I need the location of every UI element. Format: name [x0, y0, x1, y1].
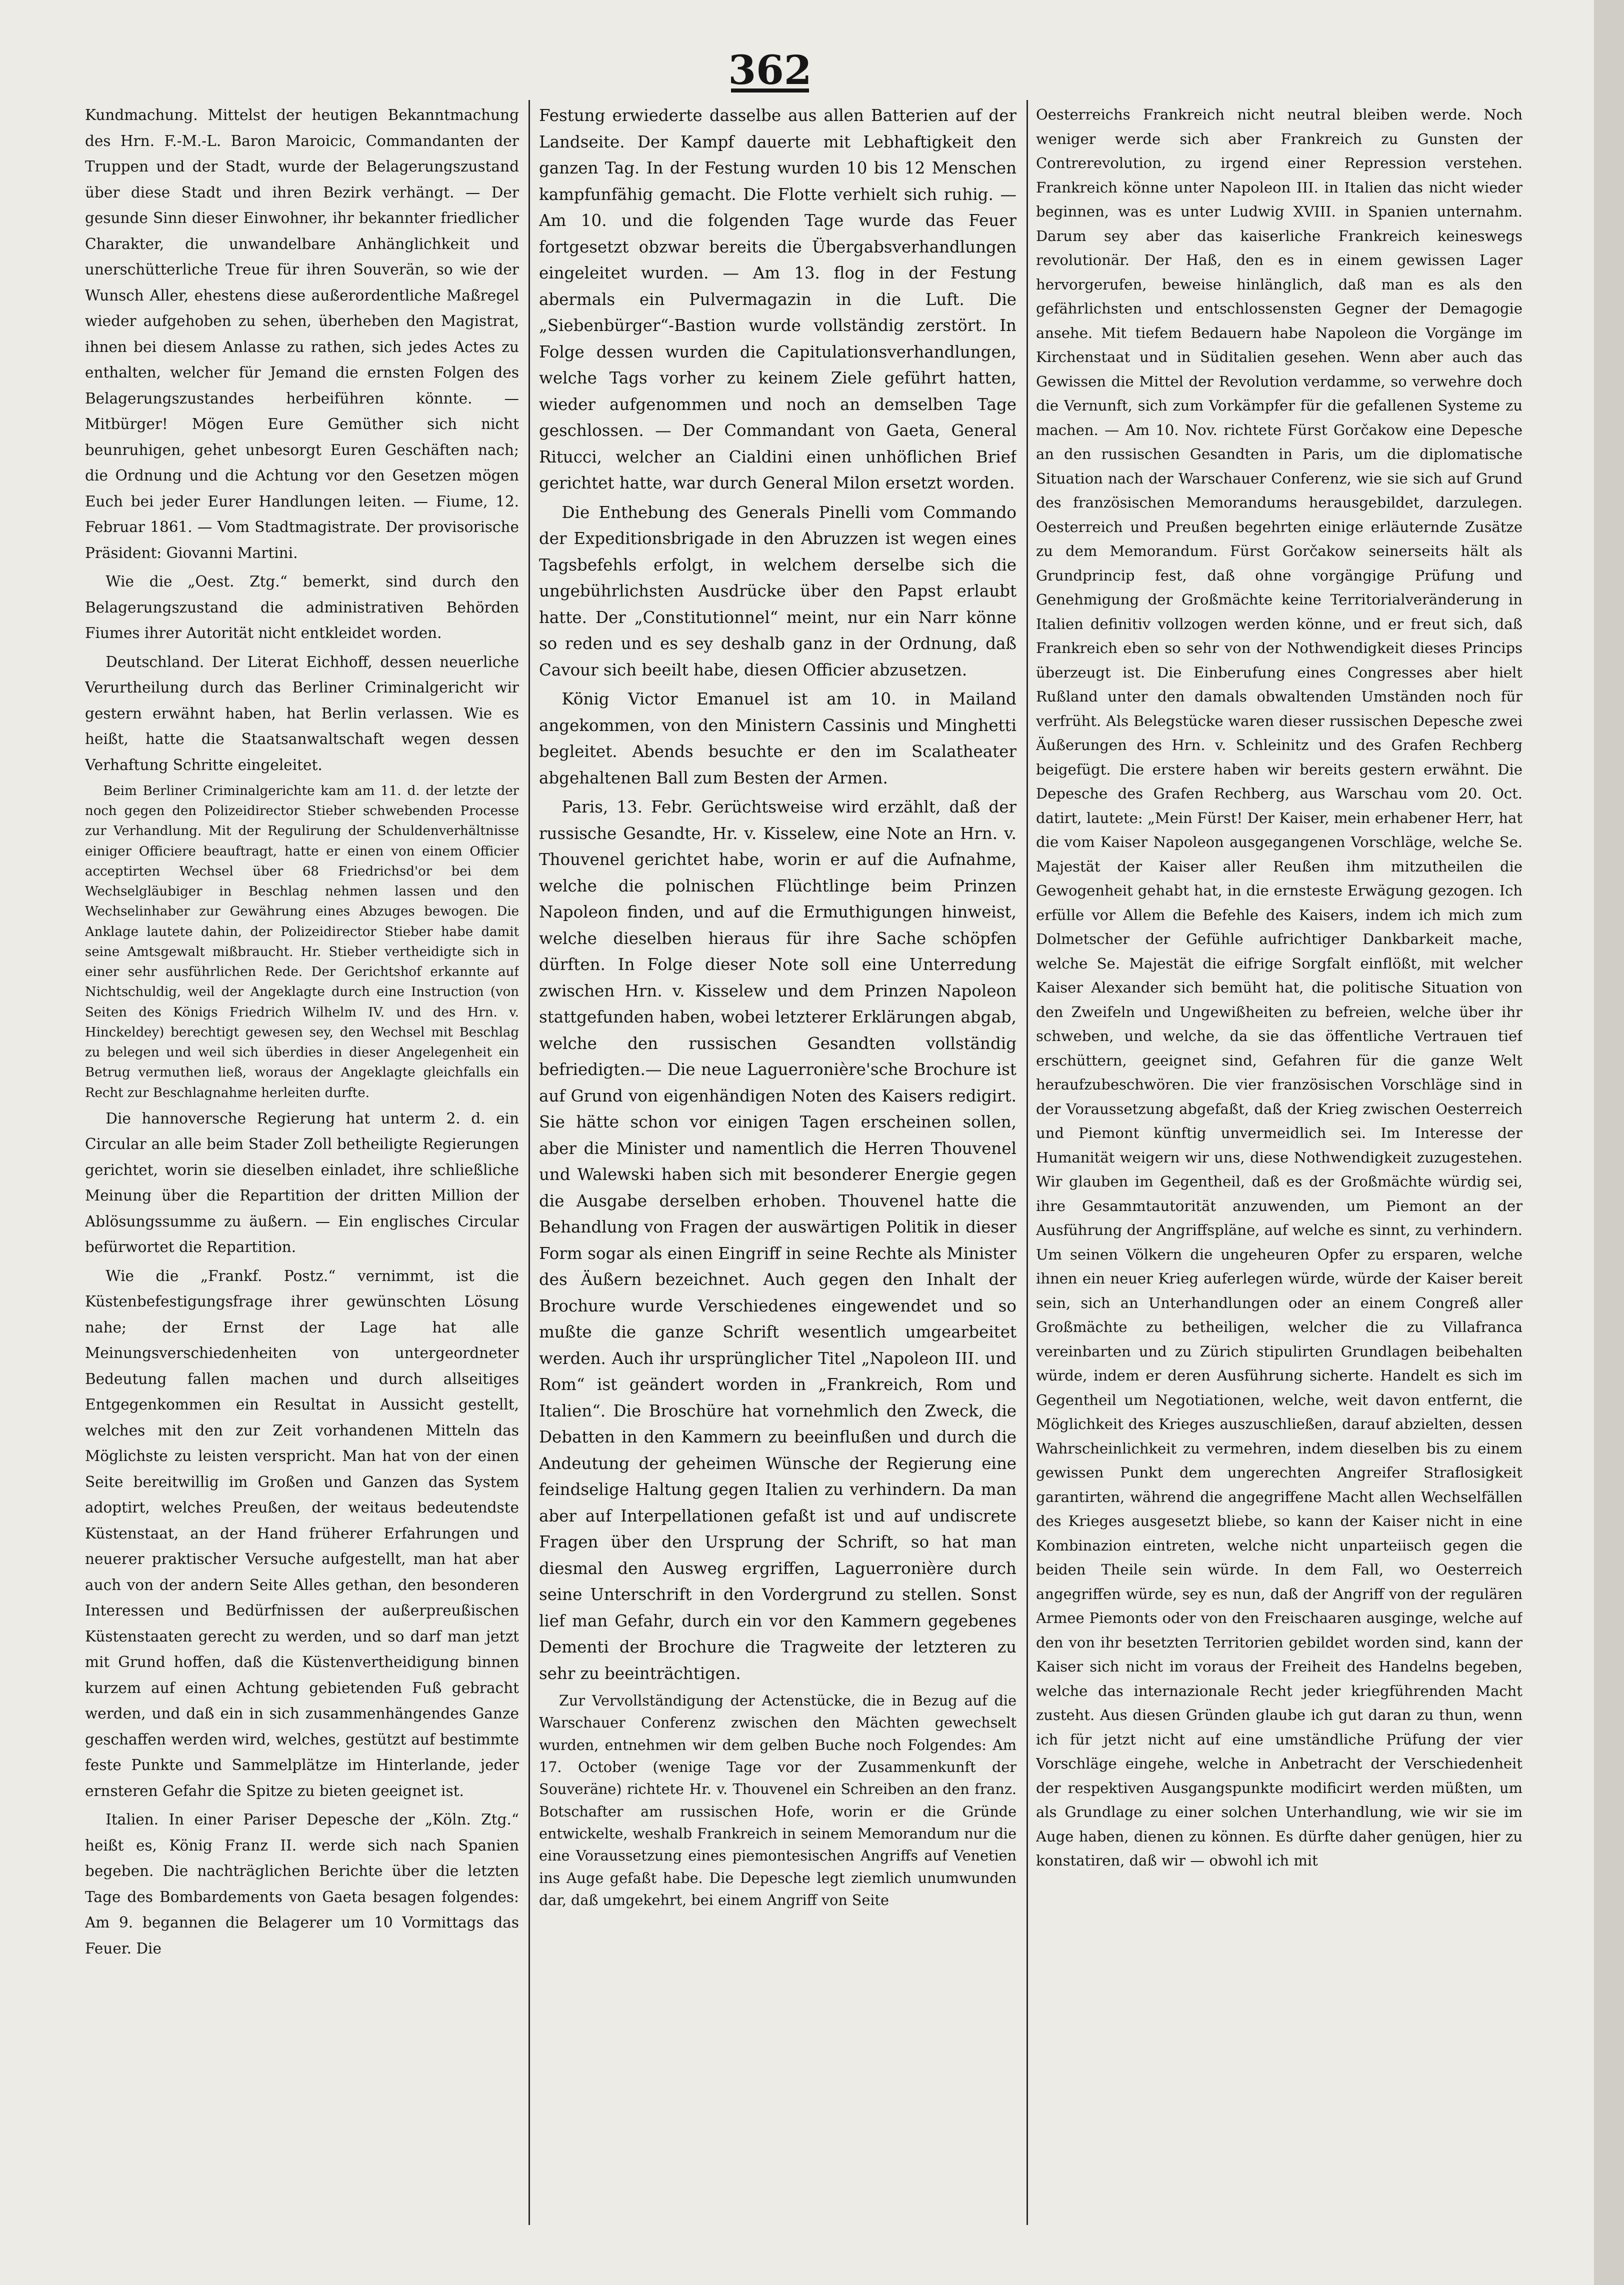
article-criminalgericht: Beim Berliner Criminalgerichte kam am 11. d. der letzte der noch gegen den Polizeidirector Stieber schwebenden Processe zur Verhandlung. Mit der Regulirung der Schuldenverhältnisse einiger Officiere beauftragt, hatte er einen von einem Officier acceptirten Wechsel über 68 Friedrichsd'or bei dem Wechselgläubiger in Beschlag nehmen lassen und den Wechselinhaber zur Gewährung eines Abzuges bewogen. Die Anklage lautete dahin, der Polizeidirector Stieber habe damit seine Amtsgewalt mißbraucht. Hr. Stieber vertheidigte sich in einer sehr ausführlichen Rede. Der Gerichtshof erkannte auf Nichtschuldig, weil der Angeklagte durch eine Instruction (von Seiten des Königs Friedrich Wilhelm IV. und des Hrn. v. Hinckeldey) berechtigt gewesen sey, den Wechsel mit Beschlag zu belegen und weil sich überdies in dieser Angelegenheit ein Betrug vermuthen ließ, woraus der Angeklagte gleichfalls ein Recht zur Beschlagnahme herleiten durfte. — [85, 784, 519, 1100]
article-italien: Italien. In einer Pariser Depesche der „Köln. Ztg.“ heißt es, König Franz II. werde sich nach Spanien begeben. Die nachträglichen Berichte über die letzten Tage des Bombardements von Gaeta besagen folgendes: Am 9. begannen die Belagerer um 10 Vormittags das Feuer. Die — [85, 1811, 519, 1957]
article-kundmachung: Kundmachung. Mittelst der heutigen Bekanntmachung des Hrn. F.-M.-L. Baron Maroicic, Commandanten der Truppen und der Stadt, wurde der Belagerungszustand über diese Stadt und ihren Bezirk verhängt. — Der gesunde Sinn dieser Einwohner, ihr bekannter friedlicher Charakter, die unwandelbare Anhänglichkeit und unerschütterliche Treue für ihren Souverän, so wie der Wunsch Aller, ehestens diese außerordentliche Maßregel wieder aufgehoben zu sehen, überheben den Magistrat, ihnen bei diesem Anlasse zu rathen, sich jedes Actes zu enthalten, welcher für Jemand die ernsten Folgen des Belagerungszustandes herbeiführen könnte. — Mitbürger! Mögen Eure Gemüther sich nicht beunruhigen, gehet unbesorgt Euren Geschäften nach; die Ordnung und die Achtung vor den Gesetzen mögen Euch bei jeder Eurer Handlungen leiten. — Fiume, 12. Februar 1861. — Vom Stadtmagistrate. Der provisorische Präsident: Giovanni Martini. — [85, 106, 519, 562]
page-number: 362 — [720, 48, 820, 92]
article-deutschland: Deutschland. Der Literat Eichhoff, dessen neuerliche Verurtheilung durch das Berliner Criminalgericht wir gestern erwähnt haben, hat Berlin verlassen. Wie es heißt, hatte die Staatsanwaltschaft wegen dessen Verhaftung Schritte eingeleitet. — [85, 653, 519, 774]
article-oesterreich-cont: Oesterreichs Frankreich nicht neutral bleiben werde. Noch weniger werde sich aber Frankreich zu Gunsten der Contrerevolution, zu irgend einer Repression verstehen. Frankreich könne unter Napoleon III. in Italien das nicht wieder beginnen, was es unter Ludwig XVIII. in Spanien unternahm. Darum sey aber das kaiserliche Frankreich keineswegs revolutionär. Der Haß, den es in einem gewissen Lager hervorgerufen, beweise hinlänglich, daß man es als den gefährlichsten und entschlossensten Gegner der Demagogie ansehe. Mit tiefem Bedauern habe Napoleon die Vorgänge im Kirchenstaat und in Süditalien gesehen. Wenn aber auch das Gewissen die Mittel der Revolution verdamme, so verwehre doch die Vernunft, sich zum Vorkämpfer für die gefallenen Systeme zu machen. — Am 10. Nov. richtete Fürst Gorčakow eine Depesche an den russischen Gesandten in Paris, um die diplomatische Situation nach der Warschauer Conferenz, wie sie sich auf Grund des französischen Memorandums herausgebildet, darzulegen. Oesterreich und Preußen begehrten einige erläuternde Zusätze zu dem Memorandum. Fürst Gorčakow seinerseits hält als Grundprincip fest, daß ohne vorgängige Prüfung und Genehmigung der Großmächte keine Territorialveränderung in Italien definitiv vollzogen werden könne, und er freut sich, daß Frankreich eben so sehr von der Nothwendigkeit dieses Princips überzeugt ist. Die Einberufung eines Congresses aber hielt Rußland unter den damals obwaltenden Umständen noch für verfrüht. Als Belegstücke waren dieser russischen Depesche zwei Äußerungen des Hrn. v. Schleinitz und des Grafen Rechberg beigefügt. Die erstere haben wir bereits gestern erwähnt. Die Depesche des Grafen Rechberg, aus Warschau vom 20. Oct. datirt, lautete: „Mein Fürst! Der Kaiser, mein erhabener Herr, hat die vom Kaiser Napoleon ausgegangenen Vorschläge, welche Se. Majestät der Kaiser aller Reußen ihm mitzutheilen die Gewogenheit gehabt hat, in die ernsteste Erwägung gezogen. Ich erfülle vor Allem die Befehle des Kaisers, indem ich mich zum Dolmetscher der Gefühle aufrichtiger Dankbarkeit mache, welche Se. Majestät die eifrige Sorgfalt einflößt, mit welcher Kaiser Alexander sich bemüht hat, die politische Situation von den Zweifeln und Ungewißheiten zu befreien, welche über ihr schweben, und welche, da sie das öffentliche Vertrauen tief erschüttern, geeignet sind, Gefahren für die ganze Welt heraufzubeschwören. Die vier französischen Vorschläge sind in der Voraussetzung abgefaßt, daß der Krieg zwischen Oesterreich und Piemont künftig unvermeidlich sei. Im Interesse der Humanität weigern wir uns, diese Nothwendigkeit zuzugestehen. Wir glauben im Gegentheil, daß es der Großmächte würdig sei, ihre Gesammtautorität anzuwenden, um Piemont an der Ausführung der Angriffspläne, auf welche es sinnt, zu verhindern. Um seinen Völkern die ungeheuren Opfer zu ersparen, welche ihnen ein neuer Krieg auferlegen würde, würde der Kaiser bereit sein, sich an Unterhandlungen oder an einem Congreß aller Großmächte zu betheiligen, welcher die zu Villafranca vereinbarten und zu Zürich stipulirten Grundlagen beibehalten würde, indem er deren Ausführung sicherte. Handelt es sich im Gegentheil um Negotiationen, welche, weit davon entfernt, die Möglichkeit des Krieges auszuschließen, darauf abzielten, dessen Wahrscheinlichkeit zu vermehren, indem dieselben bis zu einem gewissen Punkt dem ungerechten Angreifer Straflosigkeit garantirten, während die angegriffene Macht allen Wechselfällen des Krieges ausgesetzt bliebe, so kann der Kaiser nicht in eine Kombinazion eintreten, welche nicht unparteiisch gegen die beiden Theile sein würde. In dem Fall, wo Oesterreich angegriffen würde, sey es nun, daß der Angriff von der regulären Armee Piemonts oder von den Freischaaren ausginge, welche auf den von ihr besetzten Territorien gebildet worden sind, kann der Kaiser sich nicht im voraus der Freiheit des Handelns begeben, welche das internazionale Recht jeder kriegführenden Macht zusteht. Aus diesen Gründen glaube ich gut daran zu thun, wenn ich für jetzt nicht auf eine umständliche Prüfung der vier Vorschläge eingehe, welche in Anbetracht der Verschiedenheit der respektiven Ausgangspunkte modificirt werden müßten, um als Grundlage zu einer solchen Unterhandlung, wie wir sie im Auge haben, dienen zu können. Es dürfte daher genügen, hier zu konstatiren, daß wir — obwohl ich mit — [1036, 106, 1522, 1869]
article-victor-emanuel: König Victor Emanuel ist am 10. in Mailand angekommen, von den Ministern Cassinis und Minghetti begleitet. Abends besuchte er den im Scalatheater abgehaltenen Ball zum Besten der Armen. — [539, 690, 1016, 788]
article-pinelli: Die Enthebung des Generals Pinelli vom Commando der Expeditionsbrigade in den Abruzzen ist wegen eines Tagsbefehls erfolgt, in welchem derselbe sich die ungebührlichsten Ausdrücke über den Papst erlaubt hatte. Der „Constitutionnel“ meint, nur ein Narr könne so reden und es sey deshalb ganz in der Ordnung, daß Cavour sich beeilt habe, diesen Officier abzusetzen. — [539, 502, 1016, 680]
article-paris: Paris, 13. Febr. Gerüchtsweise wird erzählt, daß der russische Gesandte, Hr. v. Kisselew, eine Note an Hrn. v. Thouvenel gerichtet habe, worin er auf die Aufnahme, welche die polnischen Flüchtlinge beim Prinzen Napoleon finden, und auf die Ermuthigungen hinweist, welche dieselben hieraus für ihre Sache schöpfen dürften. In Folge dieser Note soll eine Unterredung zwischen Hrn. v. Kisselew und dem Prinzen Napoleon stattgefunden haben, wobei letzterer Erklärungen abgab, welche den russischen Gesandten vollständig befriedigten.— Die neue Laguerronière'sche Brochure ist auf Grund von eigenhändigen Noten des Kaisers redigirt. Sie hätte schon vor einigen Tagen erscheinen sollen, aber die Minister und namentlich die Herren Thouvenel und Walewski haben sich mit besonderer Energie gegen die Ausgabe derselben erhoben. Thouvenel hatte die Behandlung von Fragen der auswärtigen Politik in dieser Form sogar als einen Eingriff in seine Rechte als Minister des Äußern bezeichnet. Auch gegen den Inhalt der Brochure wurde Verschiedenes eingewendet und so mußte die ganze Schrift wesentlich umgearbeitet werden. Auch ihr ursprünglicher Titel „Napoleon III. und Rom“ ist geändert worden in „Frankreich, Rom und Italien“. Die Broschüre hat vornehmlich den Zweck, die Debatten in den Kammern zu beeinflußen und durch die Andeutung der geheimen Wünsche der Regierung eine feindselige Haltung gegen Italien zu verhindern. Da man aber auf Interpellationen gefaßt ist und auf undiscrete Fragen über den Ursprung der Schrift, so hat man diesmal den Ausweg ergriffen, Laguerronière durch seine Unterschrift in den Vordergrund zu stellen. Sonst lief man Gefahr, durch ein vor den Kammern gegebenes Dementi der Brochure die Tragweite der letzteren zu sehr zu beeinträchtigen. — [539, 798, 1016, 1683]
article-warschauer-conferenz: Zur Vervollständigung der Actenstücke, die in Bezug auf die Warschauer Conferenz zwischen den Mächten gewechselt wurden, entnehmen wir dem gelben Buche noch Folgendes: Am 17. October (wenige Tage vor der Zusammenkunft der Souveräne) richtete Hr. v. Thouvenel ein Schreiben an den franz. Botschafter am russischen Hofe, worin er die Gründe entwickelte, weshalb Frankreich in seinem Memorandum nur die eine Voraussetzung eines piemontesischen Angriffs auf Venetien ins Auge gefaßt habe. Die Depesche legt ziemlich unumwunden dar, daß umgekehrt, bei einem Angriff von Seite — [539, 1692, 1016, 1908]
column-rule-2 — [1026, 100, 1028, 2225]
article-oest-ztg: Wie die „Oest. Ztg.“ bemerkt, sind durch den Belagerungszustand die administrativen Behörden Fiumes ihrer Autorität nicht entkleidet worden. — [85, 573, 519, 642]
column-rule-1 — [528, 100, 530, 2225]
article-kuestenbefestigung: Wie die „Frankf. Postz.“ vernimmt, ist die Küstenbefestigungsfrage ihrer gewünschten Lösung nahe; der Ernst der Lage hat alle Meinungsverschiedenheiten von untergeordneter Bedeutung fallen machen und durch allseitiges Entgegenkommen ein Resultat in Aussicht gestellt, welches mit den zur Zeit vorhandenen Mitteln das Möglichste zu leisten verspricht. Man hat von der einen Seite bereitwillig im Großen und Ganzen das System adoptirt, welches Preußen, der weitaus bedeutendste Küstenstaat, an der Hand früherer Erfahrungen und neuerer praktischer Versuche aufgestellt, man hat aber auch von der andern Seite Alles gethan, den besonderen Interessen und Bedürfnissen der außerpreußischen Küstenstaaten gerecht zu werden, und so darf man jetzt mit Grund hoffen, daß die Küstenvertheidigung binnen kurzem auf einen Achtung gebietenden Fuß gebracht werden, und daß ein in sich zusammenhängendes Ganze geschaffen werden wird, welches, gestützt auf bestimmte feste Punkte und Sammelplätze im Hinterlande, jeder ernsteren Gefahr die Spitze zu bieten geeignet ist. — [85, 1267, 519, 1800]
article-gaeta-cont: Festung erwiederte dasselbe aus allen Batterien auf der Landseite. Der Kampf dauerte mit Lebhaftigkeit den ganzen Tag. In der Festung wurden 10 bis 12 Menschen kampfunfähig gemacht. Die Flotte verhielt sich ruhig. — Am 10. und die folgenden Tage wurde das Feuer fortgesetzt obzwar bereits die Übergabsverhandlungen eingeleitet wurden. — Am 13. flog in der Festung abermals ein Pulvermagazin in die Luft. Die „Siebenbürger“-Bastion wurde vollständig zerstört. In Folge dessen wurden die Capitulationsverhandlungen, welche Tags vorher zu keinem Ziele geführt hatten, wieder aufgenommen und noch an demselben Tage geschlossen. — Der Commandant von Gaeta, General Ritucci, welcher an Cialdini einen unhöflichen Brief gerichtet hatte, war durch General Milon ersetzt worden. — [539, 106, 1016, 492]
page-edge — [1594, 0, 1624, 2285]
column-2 — [539, 102, 1016, 2232]
article-hannover: Die hannoversche Regierung hat unterm 2. d. ein Circular an alle beim Stader Zoll betheiligte Regierungen gerichtet, worin sie dieselben einladet, ihre schließliche Meinung über die Repartition der dritten Million der Ablösungssumme zu äußern. — Ein englisches Circular befürwortet die Repartition. — [85, 1110, 519, 1256]
column-3 — [1036, 102, 1522, 2232]
column-1 — [85, 102, 519, 2232]
